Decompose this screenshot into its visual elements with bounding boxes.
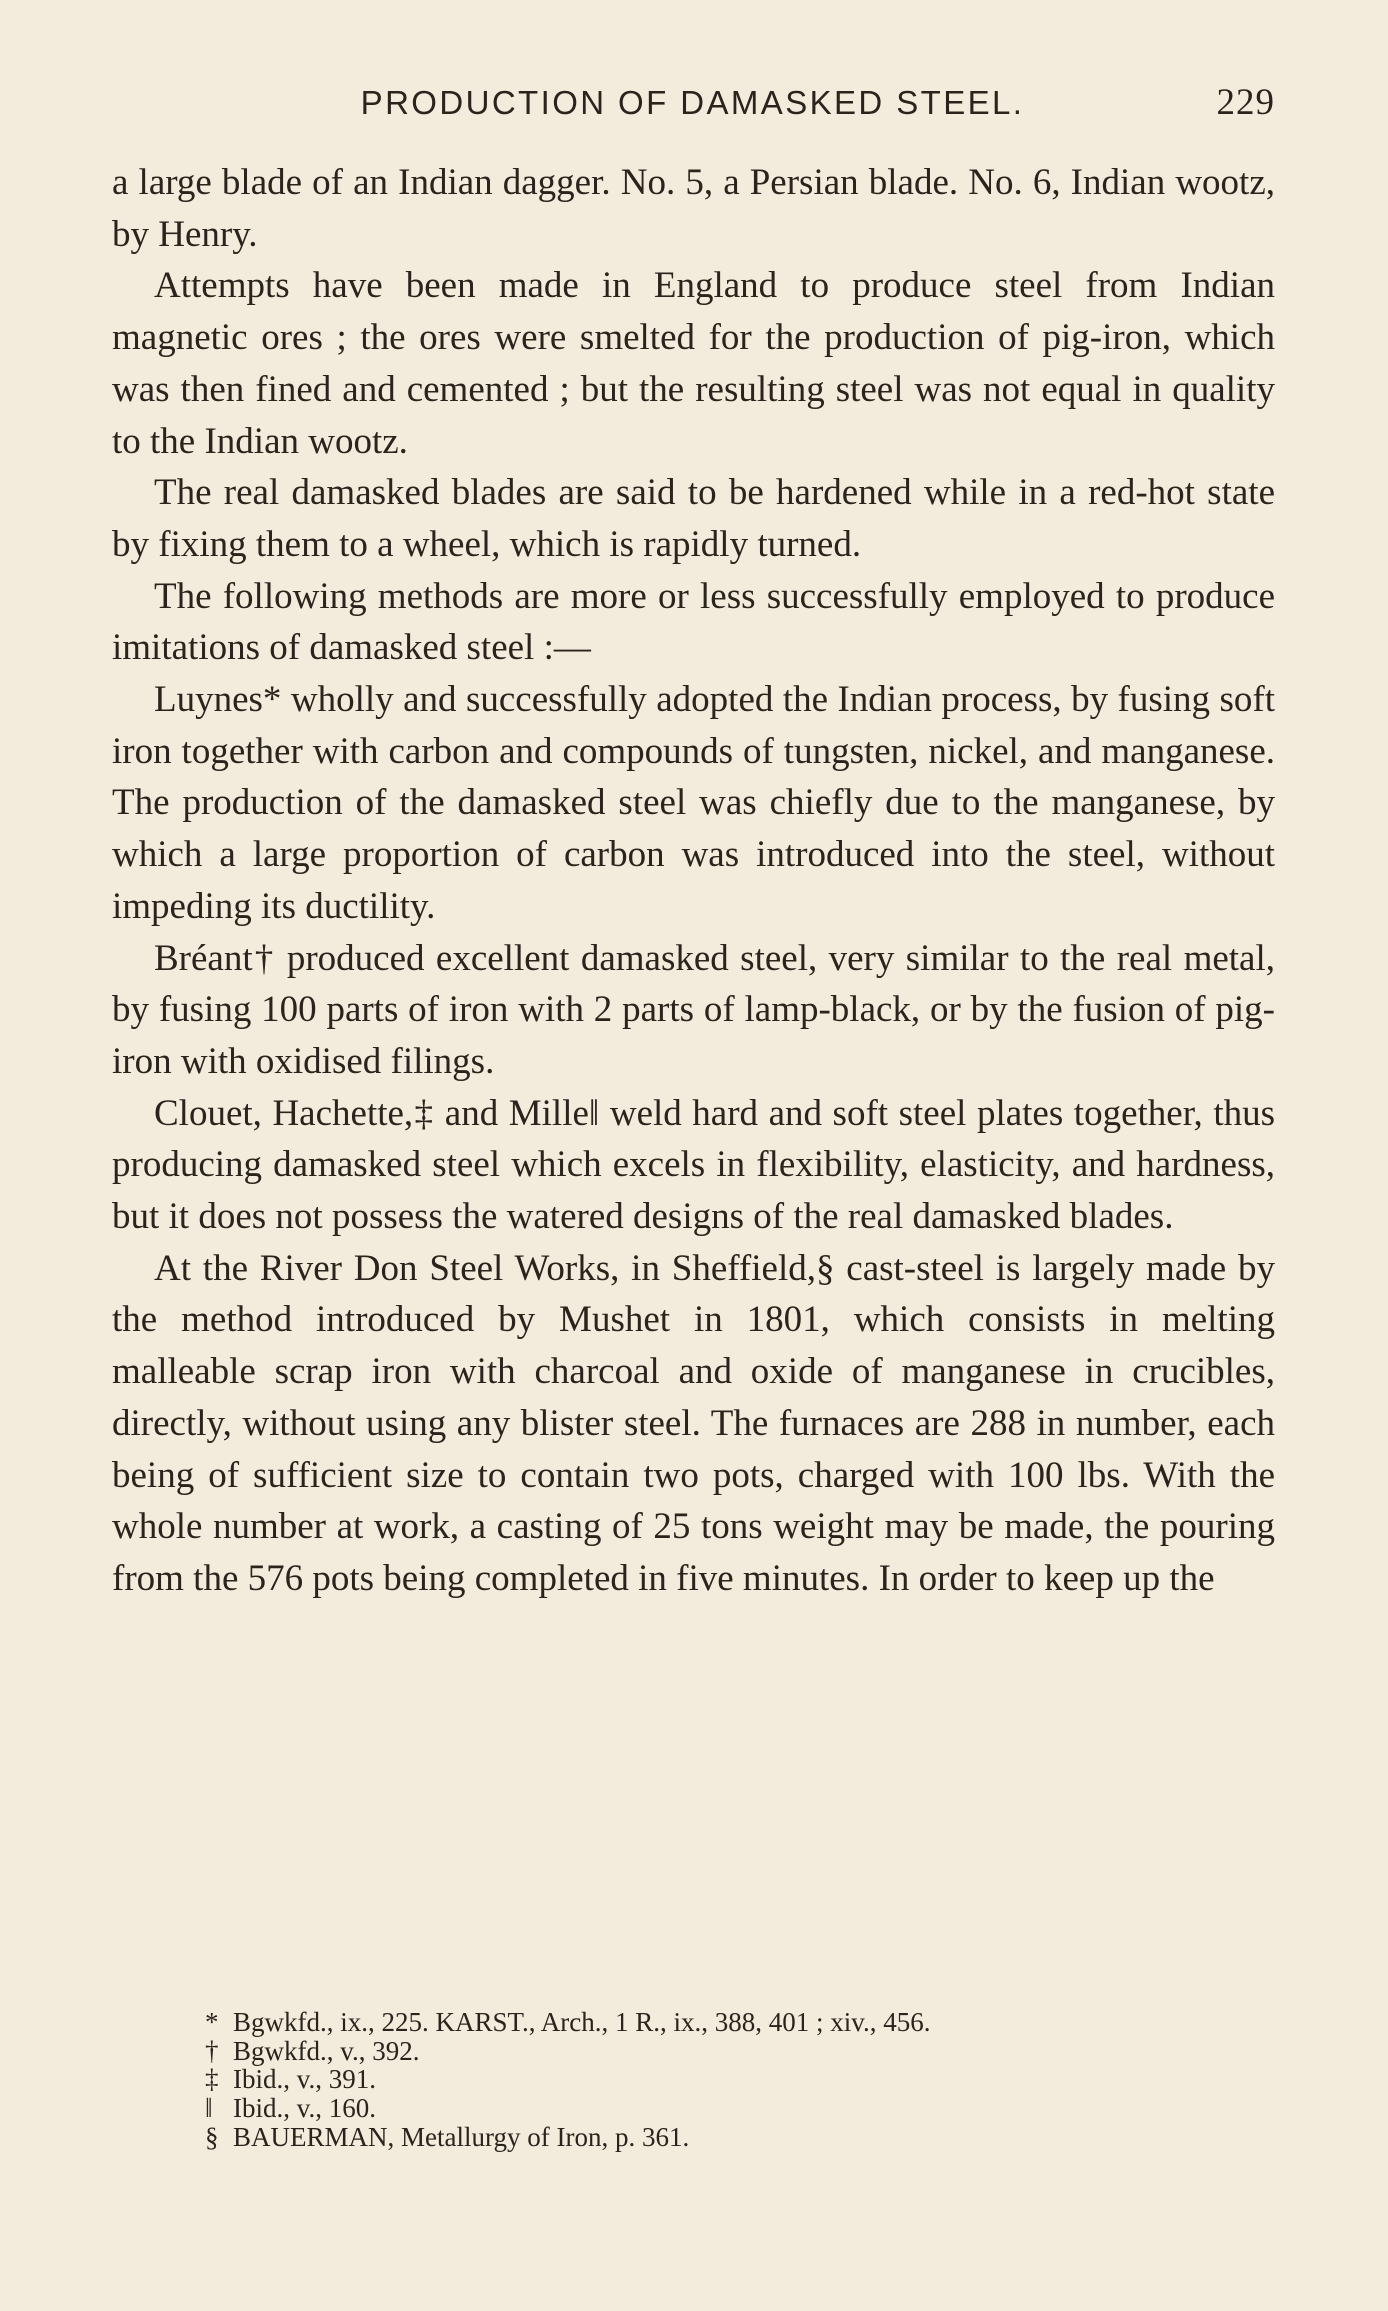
paragraph-indian-magnetic-ores: Attempts have been made in England to produce steel from Indian magnetic ores ; the ores were smelted for the production of pig-iron, which was then fined and cemented ; but the resulting steel was not equal in quality to the Indian wootz.	[112, 265, 1275, 462]
paragraph-imitation-methods: The following methods are more or less successfully employed to produce imitations of damasked steel :—	[112, 575, 1275, 669]
running-head	[110, 78, 1275, 128]
paragraph-breant: Bréant† produced excellent damasked steel, very similar to the real metal, by fusing 100 parts of iron with 2 parts of lamp-black, or by the fusion of pig-iron with oxidised filings.	[112, 937, 1275, 1082]
body-text	[112, 157, 1275, 1605]
footnote-mark: ‖	[205, 2093, 213, 2124]
paragraph-clouet-hachette-mille: Clouet, Hachette,‡ and Mille‖ weld hard and soft steel plates together, thus producing damasked steel which excels in flexibility, elasticity, and hardness, but it does not possess the watered designs of the real damasked blades.	[112, 1092, 1275, 1238]
paragraph-continuation: a large blade of an Indian dagger. No. 5, a Persian blade. No. 6, Indian wootz, by Henry.	[112, 162, 1275, 255]
footnote	[205, 2094, 1275, 2123]
paragraph-hardening-blades: The real damasked blades are said to be hardened while in a red-hot state by fixing them to a wheel, which is rapidly turned.	[112, 472, 1275, 565]
footnote-text: Bgwkfd., v., 392.	[233, 2035, 420, 2066]
page-number: 229	[1216, 82, 1275, 123]
paragraph-river-don-steel-works: At the River Don Steel Works, in Sheffield,§ cast-steel is largely made by the method introduced by Mushet in 1801, which consists in melting malleable scrap iron with charcoal and oxide of manganese in crucibles, directly, without using any blister steel. The furnaces are 288 in number, each being of sufficient size to contain two pots, charged with 100 lbs. With the whole number at work, a casting of 25 tons weight may be made, the pouring from the 576 pots being completed in five minutes. In order to keep up the	[112, 1247, 1275, 1599]
footnote-text: Bgwkfd., ix., 225. KARST., Arch., 1 R., ix., 388, 401 ; xiv., 456.	[233, 2007, 931, 2037]
footnote	[205, 2037, 1275, 2066]
footnote-text: Ibid., v., 391.	[233, 2064, 376, 2095]
paragraph-luynes: Luynes* wholly and successfully adopted the Indian process, by fusing soft iron together with carbon and compounds of tungsten, nickel, and manganese. The production of the damasked steel was chiefly due to the manganese, by which a large proportion of carbon was introduced into the steel, without impeding its ductility.	[112, 679, 1275, 927]
footnote-text: Ibid., v., 160.	[233, 2093, 376, 2124]
footnote	[205, 2008, 1275, 2037]
footnote-mark: †	[205, 2035, 219, 2066]
footnote-mark: ‡	[205, 2064, 219, 2095]
footnotes	[205, 2008, 1275, 2152]
footnote-mark: *	[205, 2007, 219, 2037]
footnote	[205, 2065, 1275, 2094]
footnote-text: BAUERMAN, Metallurgy of Iron, p. 361.	[233, 2121, 690, 2152]
footnote-mark: §	[205, 2121, 219, 2152]
running-title: PRODUCTION OF DAMASKED STEEL.	[360, 84, 1025, 121]
footnote	[205, 2123, 1275, 2152]
